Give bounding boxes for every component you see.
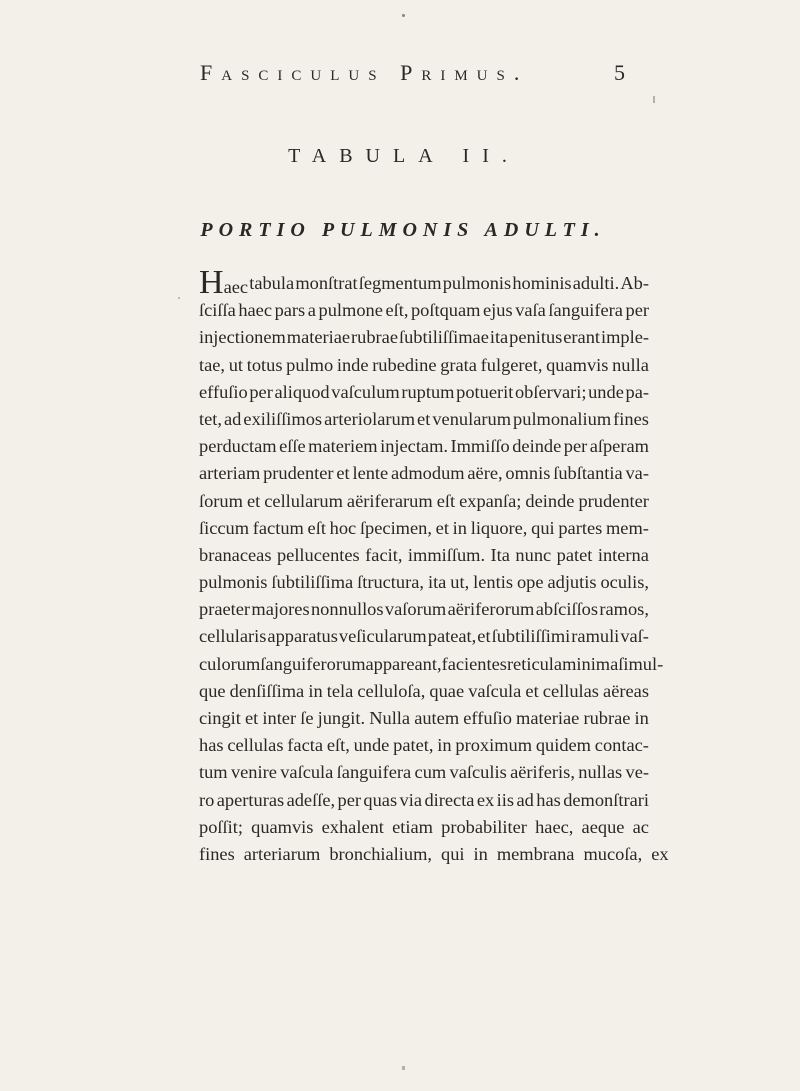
plate-subtitle: PORTIO PULMONIS ADULTI. — [200, 219, 606, 241]
text-line: branaceas pellucentes facit, immiſſum. Ita nunc patet interna — [199, 544, 649, 565]
text-line: tum venire vaſcula ſanguifera cum vaſculis aëriferis, nullas ve- — [199, 762, 649, 783]
text-line: injectionem materiae rubrae ſubtiliſſimae ita penitus erant imple- — [199, 327, 649, 348]
text-line: has cellulas facta eſt, unde patet, in proximum quidem contac- — [199, 735, 649, 756]
ink-speck — [402, 1066, 405, 1070]
plate-title: TABULA II. — [288, 145, 520, 167]
ink-speck — [402, 14, 405, 17]
text-line: culorum ſanguiferorum appareant, facientes reticula minima ſimul- — [199, 653, 664, 674]
ink-speck — [653, 96, 655, 103]
text-line: perductam eſſe materiem injectam. Immiſſo deinde per aſperam — [199, 436, 649, 457]
text-line: ſiccum factum eſt hoc ſpecimen, et in liquore, qui partes mem- — [199, 517, 649, 538]
drop-capital: H — [199, 264, 224, 301]
body-paragraph — [199, 264, 669, 868]
text-line: poſſit; quamvis exhalent etiam probabiliter haec, aeque ac — [199, 816, 649, 837]
text-line: tae, ut totus pulmo inde rubedine grata fulgeret, quamvis nulla — [199, 354, 649, 375]
text-line: fines arteriarum bronchialium, qui in membrana mucoſa, ex — [199, 843, 669, 864]
ink-speck — [178, 297, 180, 299]
text-line: pulmonis ſubtiliſſima ſtructura, ita ut, lentis ope adjutis oculis, — [199, 572, 649, 593]
text-line: praeter majores nonnullos vaſorum aëriferorum abſciſſos ramos, — [199, 599, 649, 620]
text-line: Haec tabula monſtrat ſegmentum pulmonis hominis adulti. Ab- — [199, 264, 649, 301]
text-line: ſciſſa haec pars a pulmone eſt, poſtquam ejus vaſa ſanguifera per — [199, 300, 649, 321]
page-number: 5 — [614, 60, 625, 85]
text-line: ſorum et cellularum aëriferarum eſt expanſa; deinde prudenter — [199, 490, 649, 511]
running-head: Fasciculus Primus. — [200, 60, 529, 85]
text-line: tet, ad exiliſſimos arteriolarum et venularum pulmonalium fines — [199, 408, 649, 429]
text-line: cellularis apparatus veſicularum pateat, et ſubtiliſſimi ramuli vaſ- — [199, 626, 649, 647]
text-line: cingit et inter ſe jungit. Nulla autem effuſio materiae rubrae in — [199, 708, 649, 728]
text-line: arteriam prudenter et lente admodum aëre, omnis ſubſtantia va- — [199, 463, 649, 484]
text-line: effuſio per aliquod vaſculum ruptum potuerit obſervari; unde pa- — [199, 381, 649, 402]
text-line: que denſiſſima in tela celluloſa, quae vaſcula et cellulas aëreas — [199, 680, 649, 701]
text-line: ro aperturas adeſſe, per quas via directa ex iis ad has demonſtrari — [199, 789, 649, 810]
